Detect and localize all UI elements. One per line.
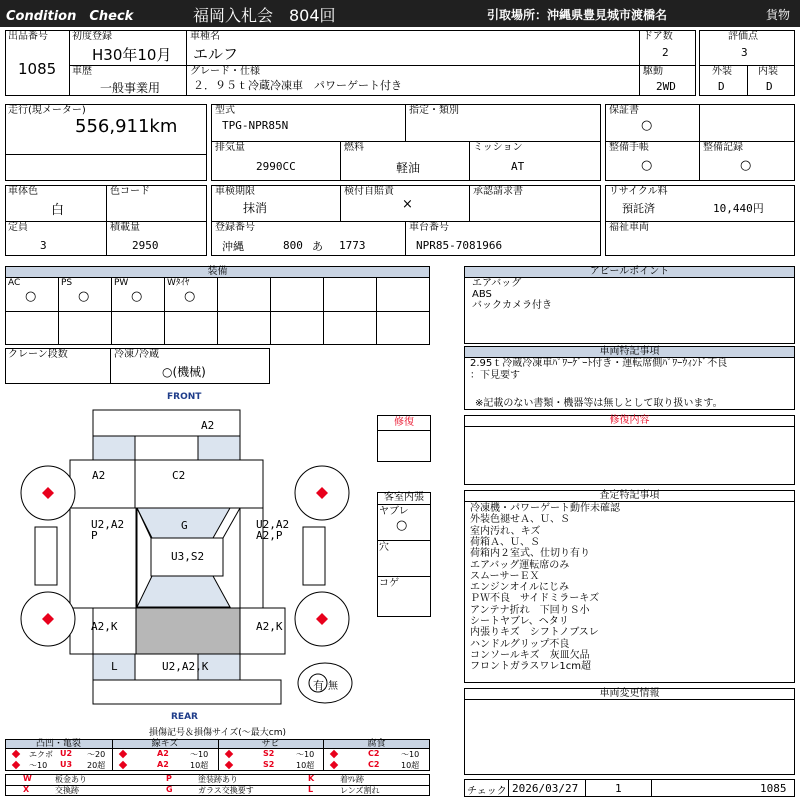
- legend-cell: C2: [368, 760, 380, 769]
- cabin-yabure-mark: ○: [396, 518, 408, 533]
- equipment-item-name: Wﾀｲﾔ: [167, 278, 190, 288]
- model-name-label: 車種名: [190, 31, 220, 42]
- crane-label: クレーン段数: [8, 349, 68, 360]
- legend-code: X: [23, 785, 30, 794]
- displacement-label: 排気量: [215, 142, 245, 153]
- history-value: 一般事業用: [100, 81, 161, 95]
- wheel-rear-right-icon: [295, 592, 349, 646]
- displacement-value: 2990CC: [256, 160, 296, 173]
- reg-number: 1773: [339, 239, 366, 252]
- grade-label: グレード・仕様: [190, 66, 260, 77]
- notes-line3: ※記載のない書類・機器等は無しとして取り扱います。: [475, 398, 723, 409]
- exterior-label: 外装: [712, 66, 732, 77]
- capacity-value: 3: [40, 239, 47, 252]
- transmission-value: AT: [511, 160, 525, 173]
- legend-code-desc: 着ﾜﾚ跡: [340, 775, 364, 784]
- legend-cell: U2: [60, 749, 73, 758]
- model-name-box: [186, 30, 640, 66]
- inspection-note-line: ＰＷ不良 サイドミラーキズ: [470, 593, 600, 605]
- reg-kana: あ: [312, 240, 323, 253]
- mark-top: A2: [201, 419, 215, 432]
- capacity-label: 定員: [8, 222, 28, 233]
- self-liability-label: 検付自賠責: [344, 186, 394, 197]
- legend-code-desc: ガラス交換要す: [198, 786, 254, 795]
- interior-value: D: [766, 80, 773, 93]
- lot-label: 出品番号: [8, 31, 48, 42]
- legend-cell: U3: [60, 760, 73, 769]
- legend-group-name: サビ: [261, 739, 280, 749]
- reg-area: 沖縄: [222, 240, 244, 253]
- lot-value: 1085: [18, 60, 57, 78]
- inspection-label: 車検期限: [215, 186, 255, 197]
- legend-cell: C2: [368, 749, 380, 758]
- legend-code: G: [166, 785, 173, 794]
- reg-class: 800: [283, 239, 303, 252]
- legend-group-name: 凸凹・亀裂: [35, 739, 81, 749]
- legend-cell: S2: [263, 749, 275, 758]
- legend-cell: 〜10: [190, 750, 209, 759]
- footer-check-label: チェック: [467, 786, 507, 797]
- score-value: 3: [741, 46, 748, 59]
- legend-cell: A2: [157, 760, 169, 769]
- welfare-label: 福祉車両: [609, 222, 649, 233]
- first-reg-value: H30年10月: [92, 46, 172, 64]
- cabin-row-hole: 穴: [379, 542, 389, 553]
- legend-code: W: [23, 774, 32, 783]
- legend-code-desc: レンズ割れ: [340, 786, 380, 795]
- legend-title: 損傷記号＆損傷サイズ(〜最大cm): [148, 728, 287, 738]
- fuel-label: 燃料: [344, 142, 364, 153]
- legend-code-desc: 交換跡: [55, 786, 79, 795]
- mark-lower-left: A2,K: [91, 620, 118, 633]
- model-name-value: エルフ: [193, 45, 239, 63]
- model-code-value: TPG-NPR85N: [222, 119, 289, 132]
- legend-group-name: 線キズ: [151, 739, 179, 749]
- legend-cell: 〜10: [29, 761, 48, 770]
- mileage-value: 556,911km: [75, 116, 178, 137]
- repair-content-title: 修復内容: [464, 415, 795, 427]
- mark-side-left: U2,A2 P: [91, 518, 125, 542]
- front-label: FRONT: [167, 392, 202, 402]
- legend-group-name: 腐食: [367, 739, 386, 749]
- load-value: 2950: [132, 239, 159, 252]
- doors-value: 2: [662, 46, 669, 59]
- equipment-item-mark: ○: [25, 289, 37, 304]
- header-auction: 福岡入札会 804回: [193, 6, 336, 25]
- mark-bottom-center: U2,A2,K: [162, 660, 209, 673]
- warranty-value: ○: [641, 118, 653, 133]
- first-reg-label: 初度登録: [72, 31, 112, 42]
- color-code-label: 色コード: [110, 186, 150, 197]
- recycle-amount: 10,440円: [713, 202, 764, 215]
- change-info-title: 車両変更情報: [464, 688, 795, 700]
- exterior-value: D: [718, 80, 725, 93]
- maintenance-value: ○: [641, 158, 653, 173]
- mark-center-inner: U3,S2: [171, 550, 205, 563]
- inspection-note-line: 荷箱内２室式、仕切り有り: [470, 548, 590, 560]
- inspection-note-line: コンソールキズ 灰皿欠品: [470, 649, 590, 661]
- cabin-row-yabure: ヤブレ: [379, 506, 409, 517]
- notes-line1: 2.95ｔ冷蔵冷凍車ﾊﾟﾜｰｹﾞｰﾄ付き・運転席側ﾊﾟﾜｰｳｨﾝﾄﾞ不良: [470, 358, 728, 369]
- legend-cell: エクボ: [29, 750, 53, 759]
- load-label: 積載量: [110, 222, 140, 233]
- inspection-note-line: ハンドルグリップ不良: [470, 638, 570, 650]
- legend-code: L: [308, 785, 314, 794]
- drive-label: 駆動: [643, 66, 663, 77]
- chassis-value: NPR85-7081966: [416, 239, 503, 252]
- cabin-row-burn: コゲ: [379, 578, 399, 589]
- appeal-line: エアバッグ: [472, 278, 522, 289]
- inspection-note-line: 内張りキズ シフトノブスレ: [470, 627, 599, 639]
- notes-title: 車両特記事項: [464, 346, 795, 358]
- wheel-front-left-icon: [21, 466, 75, 520]
- mark-cab-center: C2: [172, 469, 186, 482]
- maintenance-label: 整備手帳: [609, 142, 649, 153]
- inspection-notes-title: 査定特記事項: [464, 490, 795, 502]
- equipment-item-name: AC: [8, 278, 21, 288]
- maint-record-label: 整備記録: [703, 142, 743, 153]
- inspection-note-line: 外装色褪せＡ、Ｕ、Ｓ: [470, 514, 570, 526]
- inspection-note-line: シートヤブレ、ヘタリ: [470, 616, 569, 627]
- inspection-note-line: フロントガラスワレ1cm超: [470, 661, 592, 673]
- reg-no-label: 登録番号: [215, 222, 255, 233]
- legend-cell: A2: [157, 749, 169, 758]
- warranty-label: 保証書: [609, 105, 639, 116]
- recycle-status: 預託済: [622, 202, 655, 215]
- mark-center: G: [181, 519, 188, 532]
- appeal-line: ABS: [472, 289, 492, 300]
- transmission-label: ミッション: [473, 142, 523, 153]
- mark-bottom-left: L: [111, 660, 118, 673]
- model-code-label: 型式: [215, 105, 235, 116]
- legend-cell: S2: [263, 760, 275, 769]
- appeal-line: バックカメラ付き: [472, 300, 552, 311]
- self-liability-value: ×: [402, 197, 413, 212]
- header-title: Condition Check: [6, 9, 134, 24]
- inspection-note-line: 冷凍機・パワーゲート動作未確認: [470, 503, 620, 514]
- legend-cell: 〜10: [401, 750, 420, 759]
- drive-value: 2WD: [656, 80, 676, 93]
- cabin-title: 客室内張: [377, 492, 431, 505]
- legend-cell: 〜20: [87, 750, 106, 759]
- body-color-value: 白: [51, 203, 65, 218]
- body-color-label: 車体色: [8, 186, 38, 197]
- inspection-note-line: 荷箱Ａ、Ｕ、Ｓ: [470, 536, 540, 548]
- mark-lower-right: A2,K: [256, 620, 283, 633]
- mileage-label: 走行(現メーター): [8, 105, 86, 116]
- legend-cell: 10超: [296, 761, 315, 770]
- legend-code: K: [308, 774, 315, 783]
- notes-line2: ：下見要す: [470, 370, 520, 381]
- legend-cell: 20超: [87, 761, 106, 770]
- inspection-note-line: エアバッグ運転席のみ: [470, 559, 570, 571]
- legend-code-desc: 板金あり: [55, 775, 87, 784]
- footer-num: 1: [615, 782, 622, 795]
- change-info-box: [464, 699, 795, 775]
- appeal-title: アピールポイント: [464, 266, 795, 278]
- approval-label: 承認請求書: [473, 186, 523, 197]
- interior-label: 内装: [758, 66, 778, 77]
- mark-cab-left: A2: [92, 469, 106, 482]
- wheel-rear-left-icon: [21, 592, 75, 646]
- mark-side-right: U2,A2 A2,P: [256, 518, 290, 542]
- header-pickup: 引取場所：沖縄県豊見城市渡橋名: [487, 8, 668, 22]
- inspection-note-line: スムーサーＥＸ: [470, 570, 540, 582]
- header-category: 貨物: [766, 8, 791, 22]
- grade-value: ２．９５ｔ冷蔵冷凍車 パワーゲート付き: [193, 79, 402, 92]
- spare-yes: 有: [313, 679, 324, 692]
- equipment-item-name: PS: [61, 278, 73, 288]
- equipment-item-mark: ○: [184, 289, 196, 304]
- footer-date: 2026/03/27: [512, 782, 579, 795]
- inspection-note-line: エンジンオイルにじみ: [470, 582, 569, 594]
- maint-record-value: ○: [740, 158, 752, 173]
- footer-lot: 1085: [760, 782, 787, 795]
- fridge-label: 冷凍ﾉ冷蔵: [114, 349, 159, 360]
- fuel-value: 軽油: [396, 161, 421, 175]
- legend-code: P: [166, 774, 172, 783]
- inspection-value: 抹消: [243, 201, 268, 215]
- legend-code-desc: 塗装跡あり: [198, 775, 238, 784]
- repair-label: 修復: [377, 415, 431, 431]
- doors-label: ドア数: [643, 31, 673, 42]
- rear-label: REAR: [171, 712, 198, 722]
- spare-none: 無: [328, 681, 338, 692]
- equipment-item-mark: ○: [78, 289, 90, 304]
- designation-label: 指定・類別: [409, 105, 459, 116]
- equipment-title: 装備: [5, 266, 430, 278]
- equipment-item-mark: ○: [131, 289, 143, 304]
- inspection-note-line: アンテナ折れ 下回りＳ小: [470, 604, 590, 616]
- wheel-front-right-icon: [295, 466, 349, 520]
- inspection-note-line: 室内汚れ、キズ: [470, 525, 541, 537]
- spare-tire-icon: [298, 663, 352, 703]
- score-label: 評価点: [728, 31, 758, 42]
- legend-cell: 10超: [401, 761, 420, 770]
- recycle-label: リサイクル料: [609, 186, 668, 197]
- legend-cell: 〜10: [296, 750, 315, 759]
- legend-cell: 10超: [190, 761, 209, 770]
- history-label: 車歴: [72, 66, 92, 77]
- chassis-label: 車台番号: [409, 222, 449, 233]
- fridge-value: ○(機械): [162, 365, 206, 379]
- equipment-item-name: PW: [114, 278, 129, 288]
